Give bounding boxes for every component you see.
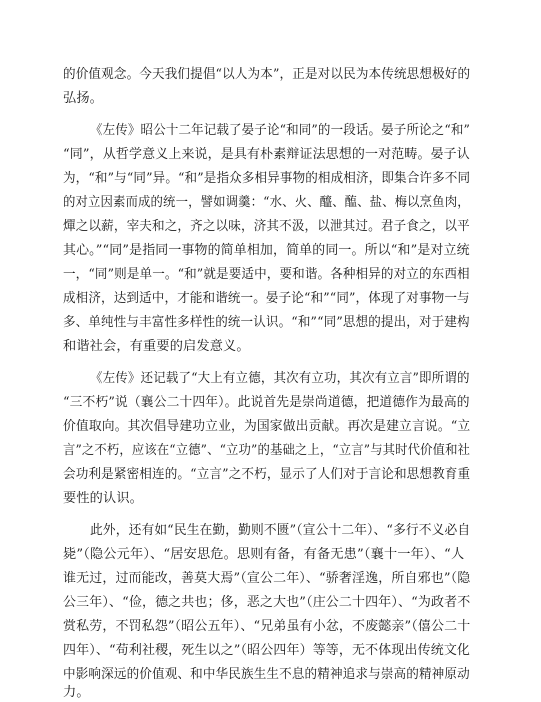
- paragraph-2-line-1: 《左传》昭公十二年记载了晏子论“和同”的一段话。晏子所论之“和”: [90, 123, 471, 138]
- paragraph-3-line-5: 会功利是紧密相连的。“立言”之不朽，显示了人们对于言论和思想教育重: [63, 467, 471, 482]
- paragraph-4-line-1: 此外，还有如“民生在勤，勤则不匮”（宣公十二年）、“多行不义必自: [90, 523, 471, 538]
- paragraph-3-line-4: 言”之不朽，应该在“立德”、“立功”的基础之上，“立言”与其时代价值和社: [63, 443, 471, 458]
- paragraph-3-line-2: “三不朽”说（襄公二十四年）。此说首先是崇尚道德，把道德作为最高的: [63, 395, 470, 410]
- paragraph-3-line-1: 《左传》还记载了“大上有立德，其次有立功，其次有立言”即所谓的: [90, 371, 470, 386]
- paragraph-2-line-6: 其心。”“同”是指同一事物的简单相加，简单的同一。所以“和”是对立统: [63, 243, 470, 258]
- paragraph-3-line-6: 要性的认识。: [63, 491, 144, 506]
- paragraph-4-line-5: 赏私劳，不罚私怨”（昭公五年）、“兄弟虽有小忿，不废懿亲”（僖公二十: [63, 619, 471, 634]
- paragraph-2-line-2: “同”，从哲学意义上来说，是具有朴素辩证法思想的一对范畴。晏子认: [63, 147, 470, 162]
- paragraph-4-line-2: 毙”（隐公元年）、“居安思危。思则有备，有备无患”（襄十一年）、“人: [63, 547, 465, 562]
- paragraph-2-line-7: 一，“同”则是单一。“和”就是要适中，要和谐。各种相异的对立的东西相: [63, 267, 470, 282]
- paragraph-2-line-5: 燀之以薪，宰夫和之，齐之以味，济其不汲，以泄其过。君子食之，以平: [63, 219, 470, 234]
- paragraph-4-line-4: 公三年）、“俭，德之共也；侈，恶之大也”（庄公二十四年）、“为政者不: [63, 595, 471, 610]
- paragraph-4-line-8: 力。: [63, 685, 90, 700]
- paragraph-2-line-10: 和谐社会，有重要的启发意义。: [63, 339, 250, 354]
- paragraph-4-line-6: 四年）、“苟利社稷，死生以之”（昭公四年）等等，无不体现出传统文化: [63, 643, 471, 658]
- paragraph-2-line-3: 为，“和”与“同”异。“和”是指众多相异事物的相成相济，即集合许多不同: [63, 171, 471, 186]
- paragraph-3-line-3: 价值取向。其次倡导建功立业，为国家做出贡献。再次是建立言说。“立: [63, 419, 471, 434]
- paragraph-1-line-1: 的价值观念。今天我们提倡“以人为本”，正是对以民为本传统思想极好的: [63, 67, 471, 82]
- paragraph-1-line-2: 弘扬。: [63, 91, 104, 106]
- paragraph-2-line-8: 成相济，达到适中，才能和谐统一。晏子论“和”“同”，体现了对事物一与: [63, 291, 470, 306]
- paragraph-4-line-3: 谁无过，过而能改，善莫大焉”（宣公二年）、“骄奢淫逸，所自邪也”（隐: [63, 571, 471, 586]
- paragraph-2-line-4: 的对立因素而成的统一，譬如调羹：“水、火、醯、醢、盐、梅以烹鱼肉，: [63, 195, 470, 210]
- paragraph-4-line-7: 中影响深远的价值观、和中华民族生生不息的精神追求与崇高的精神原动: [63, 667, 470, 682]
- paragraph-2-line-9: 多、单纯性与丰富性多样性的统一认识。“和”“同”思想的提出，对于建构: [63, 315, 470, 330]
